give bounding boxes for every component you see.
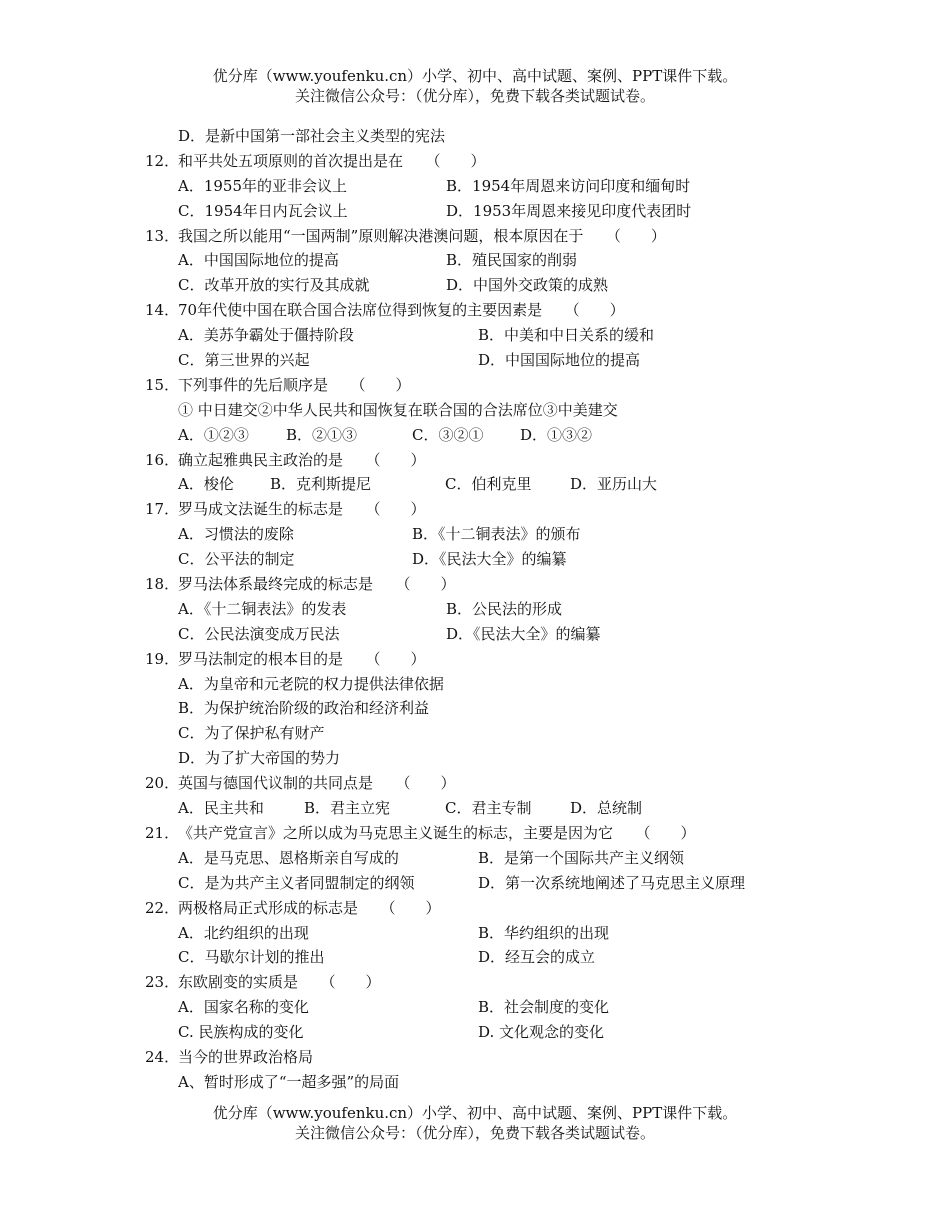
answer-option: A．是马克思、恩格斯亲自写成的 [178, 848, 399, 867]
question-text: 罗马成文法诞生的标志是 （ ） [178, 500, 426, 519]
answer-option: D．是新中国第一部社会主义类型的宪法 [178, 127, 446, 145]
option-row [0, 423, 950, 448]
question-text: 罗马法体系最终完成的标志是 （ ） [178, 575, 456, 594]
answer-option: B．克利斯提尼 [270, 475, 372, 494]
answer-option: A．北约组织的出现 [178, 923, 309, 942]
option-row [0, 1020, 950, 1045]
answer-option: D．①③② [520, 425, 593, 444]
option-row [0, 995, 950, 1020]
option-row [0, 921, 950, 946]
answer-option: C．是为共产主义者同盟制定的纲领 [178, 873, 415, 892]
question-number: 13． [145, 226, 180, 245]
answer-option: B．1954年周恩来访问印度和缅甸时 [446, 176, 691, 195]
option-row [0, 696, 950, 721]
question-number: 16． [145, 450, 180, 469]
question-stem [0, 373, 950, 398]
answer-option: B．公民法的形成 [446, 599, 563, 618]
option-row [0, 622, 950, 647]
question-stem [0, 647, 950, 672]
footer-line-1: 优分库（www.youfenku.cn）小学、初中、高中试题、案例、PPT课件下载。 [212, 1104, 738, 1122]
question-stem [0, 497, 950, 522]
answer-option: B．是第一个国际共产主义纲领 [478, 848, 685, 867]
option-row [0, 248, 950, 273]
answer-option: C．伯利克里 [445, 475, 532, 494]
question-text: 《共产党宣言》之所以成为马克思主义诞生的标志，主要是因为它 （ ） [178, 823, 696, 842]
answer-option: C．马歇尔计划的推出 [178, 948, 325, 967]
answer-option: A．中国国际地位的提高 [178, 251, 339, 270]
option-row [0, 273, 950, 298]
header-line-2: 关注微信公众号：（优分库），免费下载各类试题试卷。 [294, 87, 655, 105]
question-stem [0, 1045, 950, 1070]
option-row [0, 522, 950, 547]
question-stem [0, 896, 950, 921]
answer-option: A．《十二铜表法》的发表 [178, 599, 347, 618]
answer-option: D．为了扩大帝国的势力 [178, 749, 341, 768]
question-stem [0, 298, 950, 323]
answer-option: D．《民法大全》的编纂 [446, 624, 601, 643]
option-row [0, 1070, 950, 1095]
answer-option: C．第三世界的兴起 [178, 351, 310, 370]
answer-option: C．③②① [412, 425, 484, 444]
answer-option: C．君主专制 [445, 799, 532, 818]
answer-option: B．②①③ [286, 425, 358, 444]
option-row [0, 124, 950, 149]
answer-option: ① 中日建交②中华人民共和国恢复在联合国的合法席位③中美建交 [178, 400, 618, 419]
answer-option: B．殖民国家的削弱 [446, 251, 578, 270]
question-stem [0, 448, 950, 473]
question-text: 下列事件的先后顺序是 （ ） [178, 375, 411, 394]
question-text: 两极格局正式形成的标志是 （ ） [178, 898, 441, 917]
question-number: 15． [145, 375, 180, 394]
answer-option: D．《民法大全》的编纂 [412, 550, 567, 569]
answer-option: D．第一次系统地阐述了马克思主义原理 [478, 873, 746, 892]
answer-option: A．美苏争霸处于僵持阶段 [178, 326, 354, 345]
header-line-1: 优分库（www.youfenku.cn）小学、初中、高中试题、案例、PPT课件下载。 [212, 67, 738, 85]
question-text: 英国与德国代议制的共同点是 （ ） [178, 774, 456, 793]
option-row [0, 398, 950, 423]
question-number: 23． [145, 973, 180, 992]
answer-option: C．公民法演变成万民法 [178, 624, 340, 643]
answer-option: A．为皇帝和元老院的权力提供法律依据 [178, 674, 444, 693]
question-list [0, 124, 950, 1095]
question-text: 东欧剧变的实质是 （ ） [178, 973, 381, 992]
answer-option: A．习惯法的废除 [178, 525, 294, 544]
question-text: 70年代使中国在联合国合法席位得到恢复的主要因素是 （ ） [178, 301, 625, 320]
option-row [0, 174, 950, 199]
question-stem [0, 771, 950, 796]
answer-option: A．梭伦 [178, 475, 234, 494]
question-text: 当今的世界政治格局 [178, 1047, 314, 1066]
option-row [0, 199, 950, 224]
question-number: 21． [145, 823, 180, 842]
question-text: 确立起雅典民主政治的是 （ ） [178, 450, 426, 469]
answer-option: B．社会制度的变化 [478, 998, 610, 1017]
question-number: 24． [145, 1047, 180, 1066]
answer-option: B．中美和中日关系的缓和 [478, 326, 655, 345]
option-row [0, 746, 950, 771]
question-text: 罗马法制定的根本目的是 （ ） [178, 649, 426, 668]
answer-option: D．经互会的成立 [478, 948, 596, 967]
answer-option: C．改革开放的实行及其成就 [178, 276, 370, 295]
option-row [0, 846, 950, 871]
question-stem [0, 970, 950, 995]
answer-option: A．①②③ [178, 425, 249, 444]
answer-option: A．民主共和 [178, 799, 264, 818]
answer-option: C．为了保护私有财产 [178, 724, 325, 743]
page-header [0, 66, 950, 106]
option-row [0, 871, 950, 896]
option-row [0, 796, 950, 821]
answer-option: A．1955年的亚非会议上 [178, 176, 348, 195]
option-row [0, 323, 950, 348]
question-number: 22． [145, 898, 180, 917]
answer-option: D．中国外交政策的成熟 [446, 276, 609, 295]
answer-option: D. 文化观念的变化 [478, 1023, 605, 1042]
answer-option: A、暂时形成了“一超多强”的局面 [178, 1072, 400, 1091]
option-row [0, 945, 950, 970]
option-row [0, 547, 950, 572]
question-number: 14． [145, 301, 180, 320]
footer-line-2: 关注微信公众号：（优分库），免费下载各类试题试卷。 [294, 1124, 655, 1142]
answer-option: D．1953年周恩来接见印度代表团时 [446, 201, 692, 220]
page-footer [0, 1103, 950, 1143]
option-row [0, 597, 950, 622]
question-number: 12． [145, 151, 180, 170]
question-text: 我国之所以能用“一国两制”原则解决港澳问题，根本原因在于 （ ） [178, 226, 666, 245]
option-row [0, 348, 950, 373]
answer-option: C．1954年日内瓦会议上 [178, 201, 348, 220]
answer-option: D．亚历山大 [570, 475, 658, 494]
answer-option: B．华约组织的出现 [478, 923, 610, 942]
question-text: 和平共处五项原则的首次提出是在 （ ） [178, 151, 486, 170]
answer-option: B．为保护统治阶级的政治和经济利益 [178, 699, 430, 718]
question-number: 17． [145, 500, 180, 519]
answer-option: A．国家名称的变化 [178, 998, 309, 1017]
option-row [0, 472, 950, 497]
option-row [0, 672, 950, 697]
question-stem [0, 224, 950, 249]
answer-option: C. 民族构成的变化 [178, 1023, 304, 1042]
answer-option: C．公平法的制定 [178, 550, 295, 569]
option-row [0, 721, 950, 746]
answer-option: D．中国国际地位的提高 [478, 351, 641, 370]
question-number: 19． [145, 649, 180, 668]
question-stem [0, 821, 950, 846]
question-stem [0, 149, 950, 174]
answer-option: B．《十二铜表法》的颁布 [412, 525, 581, 544]
question-stem [0, 572, 950, 597]
answer-option: B．君主立宪 [304, 799, 391, 818]
question-number: 20． [145, 774, 180, 793]
question-number: 18． [145, 575, 180, 594]
answer-option: D．总统制 [570, 799, 643, 818]
